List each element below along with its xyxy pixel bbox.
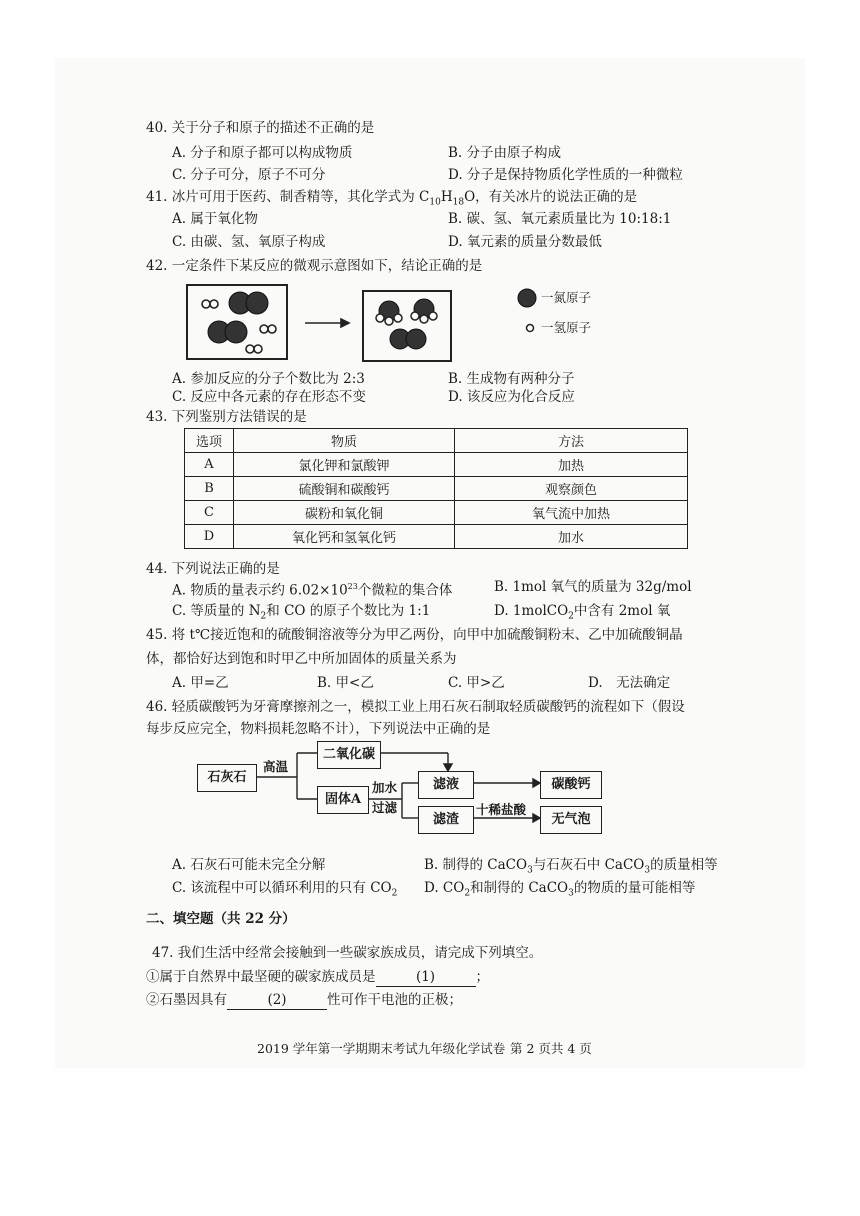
n2-molecule [390,329,426,349]
q42-option-c: C. 反应中各元素的存在形态不变 [172,389,366,405]
q40-stem: 40. 关于分子和原子的描述不正确的是 [146,120,375,136]
n2-molecule [208,321,247,343]
q43-stem: 43. 下列鉴别方法错误的是 [146,409,307,425]
cell-method: 加水 [455,525,688,549]
q44-stem: 44. 下列说法正确的是 [146,561,280,577]
legend-nitrogen-label: 一氮原子 [541,290,592,305]
nitrogen-atom-legend-icon [518,289,536,307]
q44-option-b: B. 1mol 氧气的质量为 32g/mol [494,579,692,595]
q45-line2: 体，都恰好达到饱和时甲乙中所加固体的质量关系为 [146,651,457,667]
q40-option-b: B. 分子由原子构成 [448,145,562,161]
table-header-row [185,429,688,453]
table-row [185,525,688,549]
flow-high-temp-label: 高温 [263,759,289,774]
flow-residue: 滤渣 [418,806,474,834]
q41-stem: 41. 冰片可用于医药、制香精等，其化学式为 $C_{10}H_{18}O$，有关冰片的说法正确的是 [146,189,638,208]
flow-limestone: 石灰石 [197,764,257,792]
nh3-molecule [411,299,437,323]
q42-option-a: A. 参加反应的分子个数比为 2:3 [172,371,365,387]
q46-line2: 每步反应完全，物料损耗忽略不计），下列说法中正确的是 [146,721,491,737]
cell-option: B [185,477,234,501]
cell-method: 加热 [455,453,688,477]
q47-line2: ②石墨因具有 (2) 性可作干电池的正极； [146,992,462,1008]
q42-option-b: B. 生成物有两种分子 [448,371,575,387]
h2-molecule [260,325,276,333]
q46-option-a: A. 石灰石可能未完全分解 [172,857,326,873]
q46-option-c: C. 该流程中可以循环利用的只有 $CO_2$ [172,880,398,899]
q45-option-a: A. 甲=乙 [172,675,229,691]
section-2-heading: 二、填空题（共 22 分） [146,911,296,927]
cell-method: 氧气流中加热 [455,501,688,525]
q42-stem: 42. 一定条件下某反应的微观示意图如下，结论正确的是 [146,258,483,274]
identification-table [184,428,688,549]
table-row [185,477,688,501]
flow-caco3: 碳酸钙 [540,771,602,799]
cell-substance: 氧化钙和氢氧化钙 [234,525,455,549]
cell-option: D [185,525,234,549]
n2-molecule [229,292,268,314]
answer-blank-1[interactable]: (1) [376,968,476,987]
legend-hydrogen-label: 一氢原子 [541,320,592,335]
q41-option-c: C. 由碳、氢、氧原子构成 [172,234,326,250]
h2-molecule [202,300,218,308]
header-option: 选项 [185,429,234,453]
flow-no-bubble: 无气泡 [540,806,602,834]
cell-substance: 氯化钾和氯酸钾 [234,453,455,477]
cell-substance: 硫酸铜和碳酸钙 [234,477,455,501]
hydrogen-atom-legend-icon [527,325,534,332]
q45-option-d: D. 无法确定 [588,675,671,691]
footer-exam-title: 2019 学年第一学期期末考试九年级化学试卷 [257,1041,506,1056]
q44-option-a: A. 物质的量表示约 $6.02\times 10^{23}$个微粒的集合体 [172,582,453,599]
q46-option-d: D. $CO_2$和制得的 CaCO$_3$的物质的量可能相等 [424,880,696,899]
header-substance: 物质 [234,429,455,453]
table-row [185,453,688,477]
flow-filtrate: 滤液 [418,771,474,799]
nh3-molecule [376,301,402,325]
flow-co2: 二氧化碳 [317,741,381,769]
header-method: 方法 [455,429,688,453]
q44-option-c: C. 等质量的 $N_2$和 CO 的原子个数比为 1:1 [172,603,431,622]
flow-add-water-label: 加水 [372,780,398,795]
q47-stem: 47. 我们生活中经常会接触到一些碳家族成员，请完成下列填空。 [152,945,543,961]
footer-page-number: 第 2 页共 4 页 [510,1041,592,1056]
h2-molecule [246,345,262,353]
cell-substance: 碳粉和氧化铜 [234,501,455,525]
cell-method: 观察颜色 [455,477,688,501]
q47-line1: ①属于自然界中最坚硬的碳家族成员是 (1) ； [146,969,489,985]
flow-solid-a: 固体A [317,786,369,814]
cell-option: C [185,501,234,525]
q41-option-b: B. 碳、氢、氧元素质量比为 10:18:1 [448,211,672,227]
q40-option-c: C. 分子可分，原子不可分 [172,167,326,183]
q42-option-d: D. 该反应为化合反应 [448,389,575,405]
q46-line1: 46. 轻质碳酸钙为牙膏摩擦剂之一，模拟工业上用石灰石制取轻质碳酸钙的流程如下（假设 [146,699,685,715]
q45-option-c: C. 甲>乙 [448,675,505,691]
q45-line1: 45. 将 t℃接近饱和的硫酸铜溶液等分为甲乙两份，向甲中加硫酸铜粉末、乙中加硫酸铜晶 [146,627,683,643]
reaction-arrow [305,319,349,327]
cell-option: A [185,453,234,477]
flow-filter-label: 过滤 [372,800,398,815]
q41-option-a: A. 属于氧化物 [172,211,258,227]
q44-option-d: D. 1molCO$_2$中含有 2mol 氧 [494,603,671,622]
table-row [185,501,688,525]
flow-add-hcl-label: 十稀盐酸 [476,802,527,817]
q41-option-d: D. 氧元素的质量分数最低 [448,234,602,250]
q45-option-b: B. 甲<乙 [317,675,374,691]
q40-option-a: A. 分子和原子都可以构成物质 [172,145,353,161]
answer-blank-2[interactable]: (2) [227,991,327,1010]
q46-option-b: B. 制得的 CaCO$_3$与石灰石中 CaCO$_3$的质量相等 [424,857,718,876]
q40-option-d: D. 分子是保持物质化学性质的一种微粒 [448,167,683,183]
